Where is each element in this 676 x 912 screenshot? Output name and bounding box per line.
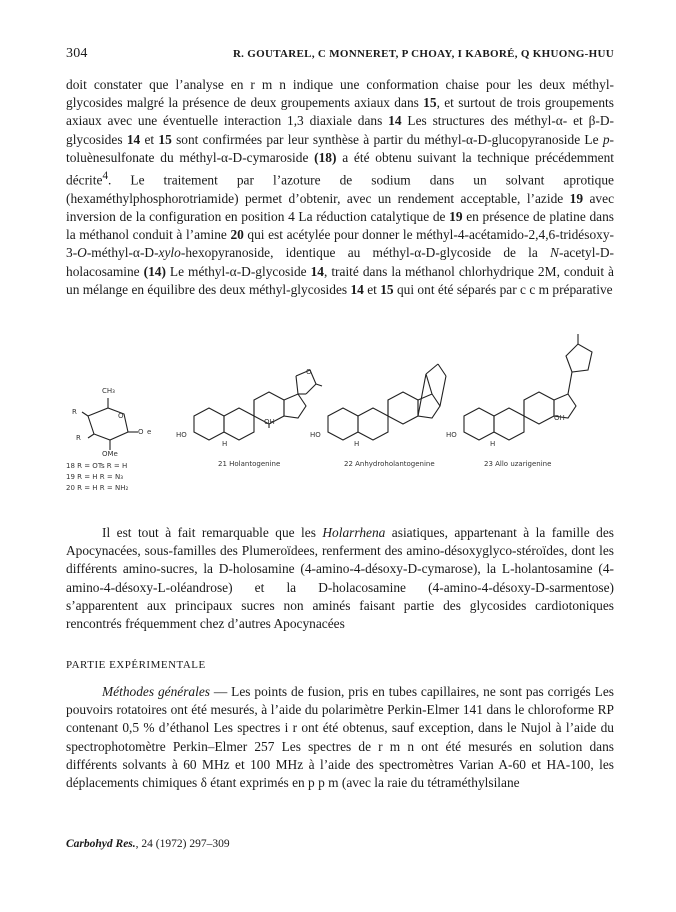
compound-23-label: 23 Allo uzarigenine: [484, 460, 552, 468]
structures-figure: [66, 328, 614, 498]
sugar-e-label: e: [147, 428, 152, 436]
journal-citation: , 24 (1972) 297–309: [135, 838, 230, 850]
paragraph-text: doit constater que l’analyse en r m n indique une conformation chaise pour les deux méthyl-glycosides malgré la présence de deux groupements axiaux dans 15, et surtout de trois groupements axiaux avec une éventuelle interaction 1,3 diaxiale dans 14 Les structures des méthyl-α- et β-D-glycosides 14 et 15 sont confirmées par leur synthèse à partir du méthyl-α-D-glucopyranoside Le p-toluènesulfonate du méthyl-α-D-cymaroside (18) a été obtenu suivant la technique précédemment décrite$^4$. Le traitement par l’azoture de sodium dans un solvant aprotique (hexaméthylphosphorotriamide) permet d’obtenir, avec un rendement acceptable, l’azide 19 avec inversion de la configuration en position 4 La réduction catalytique de 19 en présence de platine dans la méthanol conduit à l’amine 20 qui est acétylée pour donner le méthyl-4-acétamido-2,4,6-tridésoxy-3-O-méthyl-α-D-xylo-hexopyranoside, identique au méthyl-α-D-glycoside de la N-acetyl-D-holacosamine (14) Le méthyl-α-D-glycoside 14, traité dans la méthanol chlorhydrique 2M, conduit à un mélange en équilibre des deux méthyl-glycosides 14 et 15 qui ont été séparés par c c m préparative: [66, 77, 615, 297]
compound-22-label: 22 Anhydroholantogenine: [344, 460, 435, 468]
compound-18-label: 18 R = OTs R = H: [66, 462, 128, 470]
steroid-21-ring-o-label: O: [306, 368, 312, 376]
steroid-22-ho-label: HO: [310, 431, 321, 439]
paragraph-text: Méthodes générales — Les points de fusion, pris en tubes capillaires, ne sont pas corrigés Les pouvoirs rotatoires ont été mesurés, à l’aide du polarimètre Perkin-Elmer 141 dans le chloroforme RP contenant 0,5 % d’éthanol Les spectres i r ont été obtenus, sauf exception, dans le Nujol à l’aide du spectrophotomètre Perkin–Elmer 257 Les spectres de r m n ont été mesurés en solution dans différents solvants à 60 MHz et 100 MHz à l’aide des spectromètres Varian A-60 et HA-100, les déplacements chimiques δ étant exprimés en p p m (avec la raie du tétraméthylsilane: [66, 684, 614, 791]
paragraph-text: Il est tout à fait remarquable que les Holarrhena asiatiques, appartenant à la famille des Apocynacées, sous-familles des Plumeroïdees, renferment des amino-désoxyglyco-stéroïdes, dont les différents amino-sucres, la D-holosamine (4-amino-4-désoxy-D-cymarose), la L-holantosamine (4-amino-4-désoxy-L-oléandrose) et la D-holacosamine (4-amino-4-désoxy-D-sarmentose) s’apparentent aux principaux sucres non aminés faisant partie des glycosides cardiotoniques rencontrés fréquemment chez d’autres Apocynacées: [66, 525, 615, 632]
sugar-oe-label: O: [138, 428, 144, 436]
steroid-21-ho-label: HO: [176, 431, 187, 439]
paragraph-conformation: [66, 76, 614, 299]
sugar-r-left-label: R: [76, 434, 81, 442]
sugar-ring-o-label: O: [118, 412, 124, 420]
compound-21-label: 21 Holantogenine: [218, 460, 281, 468]
compound-20-label: 20 R = H R = NH₂: [66, 484, 129, 492]
compound-19-label: 19 R = H R = N₃: [66, 473, 124, 481]
running-head: R. GOUTAREL, C MONNERET, P CHOAY, I KABORÉ, Q KHUONG-HUU: [232, 48, 614, 60]
steroid-21-h-label: H: [222, 440, 228, 448]
structures-drawing: [66, 328, 614, 498]
steroid-21-structure: [194, 370, 322, 440]
steroid-23-structure: [464, 334, 592, 440]
steroid-21-oh-label: OH: [264, 418, 275, 426]
sugar-r-top-label: R: [72, 408, 77, 416]
paragraph-holarrhena: [66, 524, 614, 633]
sugar-ome-label: OMe: [102, 450, 118, 458]
journal-name: Carbohyd Res.: [66, 838, 136, 850]
sugar-ring-structure: [82, 398, 138, 450]
steroid-23-h-label: H: [490, 440, 496, 448]
page-number: 304: [66, 46, 88, 61]
page-header: [66, 46, 614, 64]
steroid-23-ho-label: HO: [446, 431, 457, 439]
section-title: PARTIE EXPÉRIMENTALE: [66, 659, 206, 671]
page-footer: [66, 838, 230, 850]
steroid-22-structure: [328, 364, 446, 440]
paragraph-methods: [66, 683, 614, 792]
sugar-ch3-label: CH₃: [102, 387, 115, 395]
steroid-22-h-label: H: [354, 440, 360, 448]
steroid-23-oh-label: OH: [554, 414, 565, 422]
